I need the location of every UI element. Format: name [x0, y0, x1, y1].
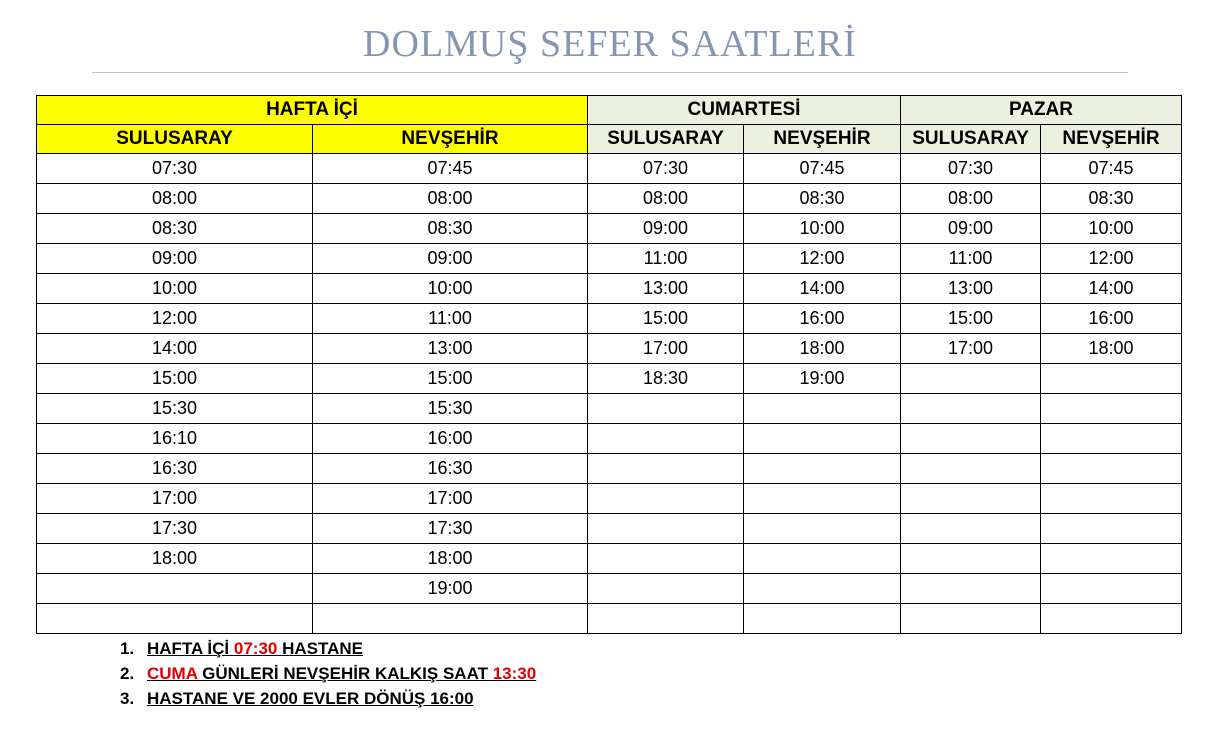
time-cell: 14:00	[37, 334, 313, 364]
time-cell	[744, 604, 901, 634]
group-header-row	[37, 96, 1182, 125]
time-cell: 07:30	[588, 154, 744, 184]
time-cell	[1041, 604, 1182, 634]
time-cell	[901, 514, 1041, 544]
time-cell: 08:30	[744, 184, 901, 214]
col-saturday-sulusaray: SULUSARAY	[588, 125, 744, 154]
time-cell	[744, 454, 901, 484]
col-sunday-sulusaray: SULUSARAY	[901, 125, 1041, 154]
time-cell: 07:45	[1041, 154, 1182, 184]
time-cell: 17:00	[313, 484, 588, 514]
time-cell	[1041, 394, 1182, 424]
time-cell: 12:00	[744, 244, 901, 274]
time-cell: 08:30	[313, 214, 588, 244]
time-cell: 16:00	[1041, 304, 1182, 334]
table-row	[37, 244, 1182, 274]
time-cell: 07:45	[744, 154, 901, 184]
time-cell: 17:30	[37, 514, 313, 544]
table-row	[37, 604, 1182, 634]
time-cell: 16:00	[313, 424, 588, 454]
time-cell	[1041, 574, 1182, 604]
time-cell	[1041, 424, 1182, 454]
time-cell: 09:00	[313, 244, 588, 274]
time-cell: 16:30	[313, 454, 588, 484]
time-cell	[901, 574, 1041, 604]
time-cell: 18:00	[313, 544, 588, 574]
time-cell	[588, 574, 744, 604]
time-cell: 08:00	[37, 184, 313, 214]
time-cell	[1041, 514, 1182, 544]
time-cell: 13:00	[588, 274, 744, 304]
time-cell: 16:00	[744, 304, 901, 334]
note-item	[120, 636, 536, 661]
time-cell: 18:00	[1041, 334, 1182, 364]
time-cell: 19:00	[313, 574, 588, 604]
time-cell: 07:30	[37, 154, 313, 184]
note-text: HASTANE	[277, 639, 364, 658]
time-cell: 10:00	[744, 214, 901, 244]
table-row	[37, 334, 1182, 364]
table-row	[37, 454, 1182, 484]
group-saturday-header: CUMARTESİ	[588, 96, 901, 125]
time-cell	[37, 574, 313, 604]
time-cell: 12:00	[1041, 244, 1182, 274]
time-cell	[901, 454, 1041, 484]
group-sunday-header: PAZAR	[901, 96, 1182, 125]
time-cell: 09:00	[37, 244, 313, 274]
time-cell	[901, 424, 1041, 454]
time-cell: 12:00	[37, 304, 313, 334]
time-cell	[1041, 484, 1182, 514]
time-cell: 08:00	[588, 184, 744, 214]
schedule-table	[36, 95, 1182, 634]
time-cell	[588, 604, 744, 634]
time-cell: 14:00	[1041, 274, 1182, 304]
time-cell: 11:00	[313, 304, 588, 334]
time-cell	[901, 544, 1041, 574]
time-cell	[588, 514, 744, 544]
time-cell: 08:00	[901, 184, 1041, 214]
table-row	[37, 514, 1182, 544]
time-cell: 18:30	[588, 364, 744, 394]
time-cell: 13:00	[313, 334, 588, 364]
title-divider	[92, 72, 1128, 73]
group-weekday-header: HAFTA İÇİ	[37, 96, 588, 125]
time-cell: 11:00	[901, 244, 1041, 274]
time-cell	[744, 394, 901, 424]
time-cell	[588, 424, 744, 454]
table-row	[37, 184, 1182, 214]
time-cell: 09:00	[588, 214, 744, 244]
time-cell	[744, 544, 901, 574]
time-cell	[313, 604, 588, 634]
time-cell	[1041, 364, 1182, 394]
note-text: GÜNLERİ NEVŞEHİR KALKIŞ SAAT	[197, 664, 493, 683]
time-cell	[901, 604, 1041, 634]
time-cell: 14:00	[744, 274, 901, 304]
note-text: HAFTA İÇİ	[147, 639, 234, 658]
note-item	[120, 661, 536, 686]
time-cell	[588, 484, 744, 514]
time-cell: 18:00	[37, 544, 313, 574]
time-cell	[901, 364, 1041, 394]
table-row	[37, 304, 1182, 334]
note-item	[120, 686, 536, 711]
table-row	[37, 484, 1182, 514]
note-day-highlight: CUMA	[147, 664, 198, 683]
time-cell: 18:00	[744, 334, 901, 364]
column-header-row	[37, 125, 1182, 154]
time-cell: 17:00	[901, 334, 1041, 364]
time-cell: 17:00	[37, 484, 313, 514]
col-weekday-nevsehir: NEVŞEHİR	[313, 125, 588, 154]
notes-list	[120, 636, 536, 711]
time-cell: 10:00	[313, 274, 588, 304]
time-cell: 10:00	[1041, 214, 1182, 244]
time-cell	[744, 514, 901, 544]
time-cell	[1041, 454, 1182, 484]
time-cell: 07:45	[313, 154, 588, 184]
time-cell: 15:30	[313, 394, 588, 424]
time-cell	[901, 484, 1041, 514]
time-cell: 09:00	[901, 214, 1041, 244]
table-row	[37, 274, 1182, 304]
time-cell: 07:30	[901, 154, 1041, 184]
time-cell	[588, 544, 744, 574]
time-cell: 13:00	[901, 274, 1041, 304]
table-row	[37, 214, 1182, 244]
time-cell: 08:30	[1041, 184, 1182, 214]
table-row	[37, 394, 1182, 424]
time-cell: 15:30	[37, 394, 313, 424]
note-text: HASTANE VE 2000 EVLER DÖNÜŞ 16:00	[147, 689, 474, 708]
time-cell	[744, 424, 901, 454]
time-cell: 17:00	[588, 334, 744, 364]
time-cell: 08:30	[37, 214, 313, 244]
table-row	[37, 364, 1182, 394]
time-cell	[37, 604, 313, 634]
time-cell	[744, 484, 901, 514]
time-cell	[744, 574, 901, 604]
time-cell: 15:00	[37, 364, 313, 394]
col-saturday-nevsehir: NEVŞEHİR	[744, 125, 901, 154]
note-time-highlight: 07:30	[233, 639, 278, 658]
note-number: 1.	[120, 639, 135, 658]
time-cell: 16:10	[37, 424, 313, 454]
time-cell: 11:00	[588, 244, 744, 274]
time-cell: 19:00	[744, 364, 901, 394]
time-cell	[588, 454, 744, 484]
time-cell	[1041, 544, 1182, 574]
note-time-highlight: 13:30	[492, 664, 537, 683]
time-cell: 08:00	[313, 184, 588, 214]
time-cell: 17:30	[313, 514, 588, 544]
time-cell	[901, 394, 1041, 424]
time-cell: 15:00	[313, 364, 588, 394]
col-sunday-nevsehir: NEVŞEHİR	[1041, 125, 1182, 154]
page-title: DOLMUŞ SEFER SAATLERİ	[363, 23, 857, 65]
time-cell	[588, 394, 744, 424]
note-number: 3.	[120, 689, 135, 708]
time-cell: 10:00	[37, 274, 313, 304]
col-weekday-sulusaray: SULUSARAY	[37, 125, 313, 154]
table-row	[37, 544, 1182, 574]
time-cell: 15:00	[588, 304, 744, 334]
note-number: 2.	[120, 664, 135, 683]
time-cell: 15:00	[901, 304, 1041, 334]
table-row	[37, 574, 1182, 604]
table-row	[37, 424, 1182, 454]
time-cell: 16:30	[37, 454, 313, 484]
table-row	[37, 154, 1182, 184]
